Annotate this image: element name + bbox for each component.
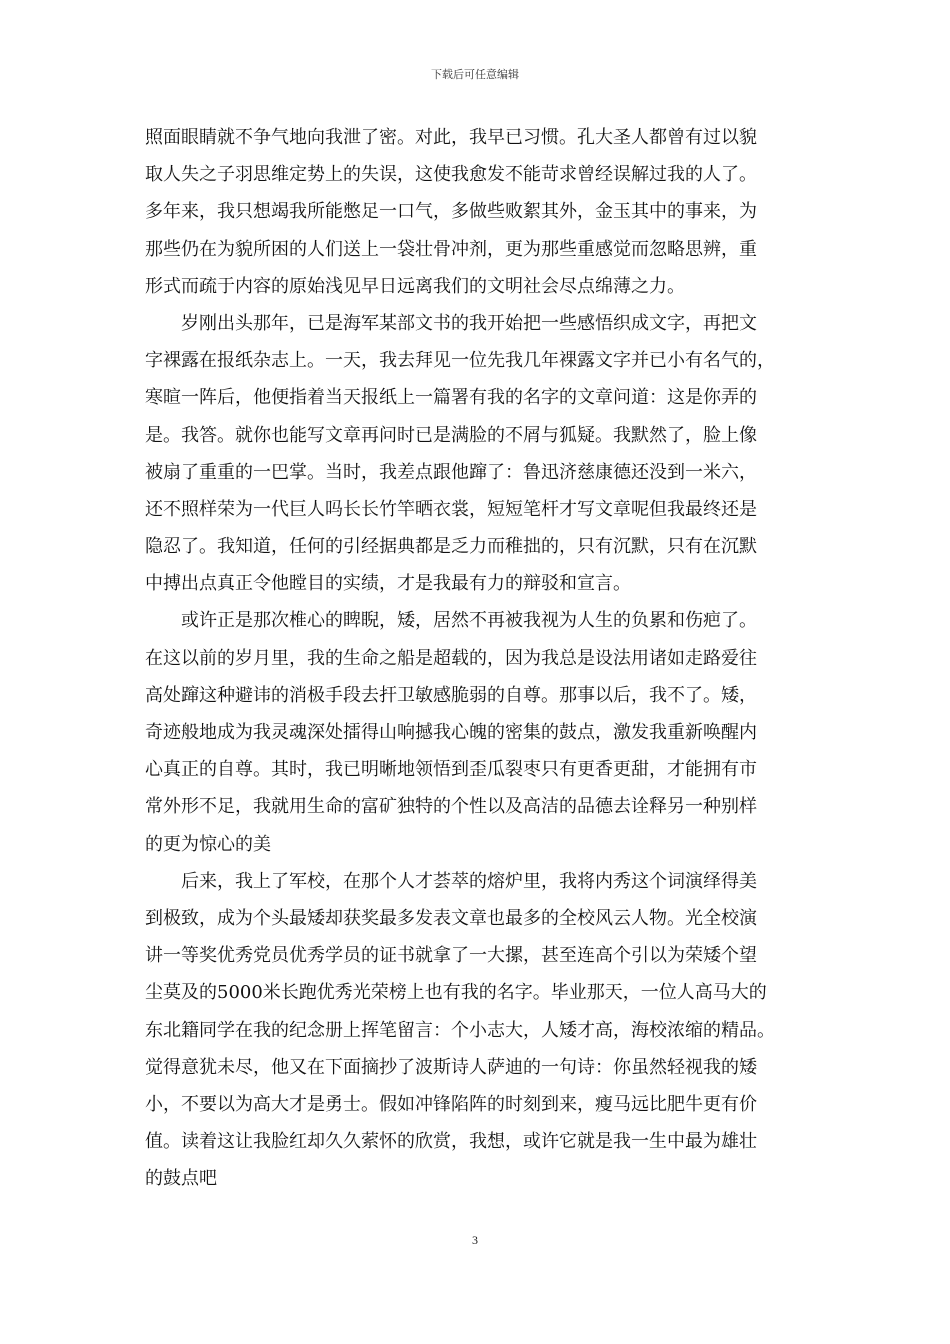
text-line: 岁刚出头那年，已是海军某部文书的我开始把一些感悟织成文字，再把文 — [145, 312, 757, 334]
text-line: 在这以前的岁月里，我的生命之船是超载的，因为我总是设法用诸如走路爱往 — [145, 647, 757, 669]
text-line: 是。我答。就你也能写文章再问时已是满脸的不屑与狐疑。我默然了，脸上像 — [145, 424, 757, 446]
text-line: 值。读着这让我脸红却久久萦怀的欣赏，我想，或许它就是我一生中最为雄壮 — [145, 1131, 757, 1153]
text-line: 的鼓点吧 — [145, 1168, 217, 1190]
text-line: 被扇了重重的一巴掌。当时，我差点跟他蹿了：鲁迅济慈康德还没到一米六， — [145, 461, 757, 483]
text-line: 字裸露在报纸杂志上。一天，我去拜见一位先我几年裸露文字并已小有名气的， — [145, 350, 775, 372]
text-line: 讲一等奖优秀党员优秀学员的证书就拿了一大摞，甚至连高个引以为荣矮个望 — [145, 945, 757, 967]
paragraph-2 — [145, 305, 807, 603]
text-line: 寒暄一阵后，他便指着当天报纸上一篇署有我的名字的文章问道：这是你弄的 — [145, 387, 757, 409]
page-number: 3 — [472, 1233, 478, 1247]
text-line: 的更为惊心的美 — [145, 833, 271, 855]
text-line: 小，不要以为高大才是勇士。假如冲锋陷阵的时刻到来，瘦马远比肥牛更有价 — [145, 1093, 757, 1115]
text-line: 后来，我上了军校，在那个人才荟萃的熔炉里，我将内秀这个词演绎得美 — [145, 870, 757, 892]
text-line: 多年来，我只想竭我所能憋足一口气，多做些败絮其外，金玉其中的事来，为 — [145, 201, 757, 223]
text-line: 奇迹般地成为我灵魂深处擂得山响撼我心魄的密集的鼓点，激发我重新唤醒内 — [145, 722, 757, 743]
text-line: 觉得意犹未尽，他又在下面摘抄了波斯诗人萨迪的一句诗：你虽然轻视我的矮 — [145, 1056, 757, 1078]
text-line: 或许正是那次椎心的睥睨，矮，居然不再被我视为人生的负累和伤疤了。 — [145, 610, 757, 632]
text-line: 高处蹿这种避讳的消极手段去扞卫敏感脆弱的自尊。那事以后，我不了。矮， — [145, 684, 757, 706]
paragraph-4 — [145, 863, 807, 1198]
text-line: 到极致，成为个头最矮却获奖最多发表文章也最多的全校风云人物。光全校演 — [145, 907, 757, 929]
page-header: 下载后可任意编辑 — [431, 68, 519, 81]
text-line: 形式而疏于内容的原始浅见早日远离我们的文明社会尽点绵薄之力。 — [145, 275, 685, 297]
text-line: 还不照样荣为一代巨人吗长长竹竿晒衣裳，短短笔杆才写文章呢但我最终还是 — [145, 498, 757, 520]
text-line: 东北籍同学在我的纪念册上挥笔留言：个小志大，人矮才高，海校浓缩的精品。 — [145, 1019, 775, 1041]
text-line: 取人失之子羽思维定势上的失误，这使我愈发不能苛求曾经误解过我的人了。 — [145, 164, 757, 186]
paragraph-3 — [145, 602, 807, 862]
text-line: 中搏出点真正令他瞠目的实绩，才是我最有力的辩驳和宣言。 — [145, 573, 631, 595]
text-line: 心真正的自尊。其时，我已明晰地领悟到歪瓜裂枣只有更香更甜，才能拥有市 — [145, 759, 757, 781]
document-body — [145, 119, 807, 1197]
paragraph-1 — [145, 119, 807, 305]
text-line: 照面眼睛就不争气地向我泄了密。对此，我早已习惯。孔大圣人都曾有过以貌 — [145, 127, 757, 148]
text-line: 常外形不足，我就用生命的富矿独特的个性以及高洁的品德去诠释另一种别样 — [145, 796, 757, 818]
text-line: 那些仍在为貌所困的人们送上一袋壮骨冲剂，更为那些重感觉而忽略思辨，重 — [145, 238, 757, 260]
text-line: 尘莫及的5000米长跑优秀光荣榜上也有我的名字。毕业那天，一位人高马大的 — [145, 982, 767, 1004]
text-line: 隐忍了。我知道，任何的引经据典都是乏力而稚拙的，只有沉默，只有在沉默 — [145, 536, 757, 558]
